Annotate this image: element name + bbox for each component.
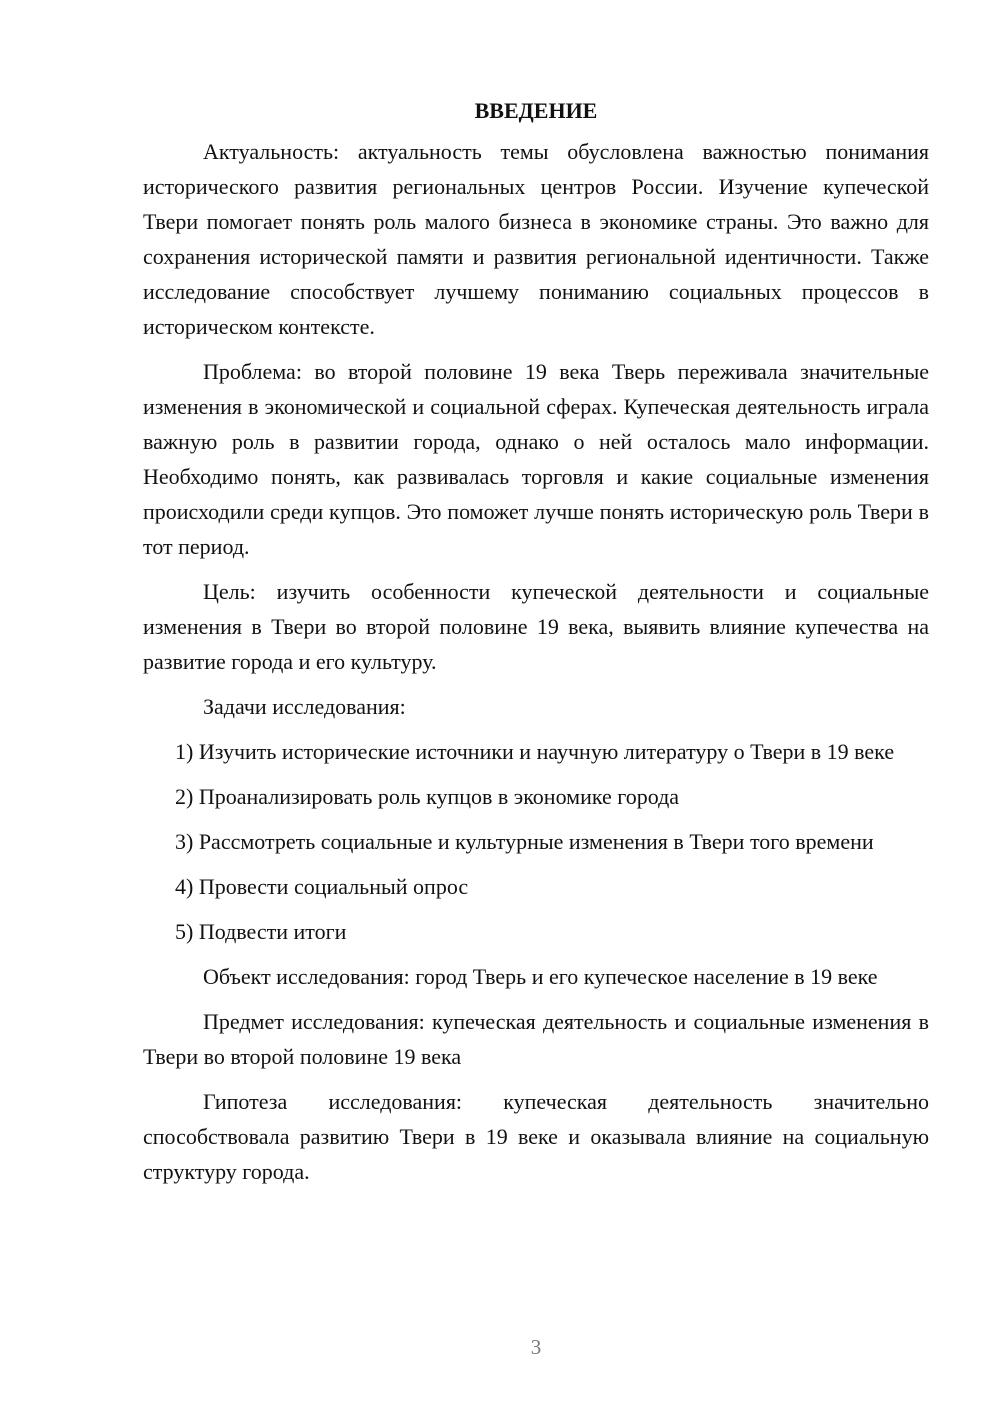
document-page (143, 96, 929, 1189)
task-item-3: 3) Рассмотреть социальные и культурные изменения в Твери того времени (175, 829, 874, 854)
page-number: 3 (530, 1335, 542, 1359)
document-title: ВВЕДЕНИЕ (474, 98, 598, 123)
task-item-5: 5) Подвести итоги (175, 919, 347, 944)
tasks-heading: Задачи исследования: (203, 694, 406, 719)
relevance-paragraph: Актуальность: актуальность темы обусловлена важностью понимания исторического развития региональных центров России. Изучение купеческой Твери помогает понять роль малого бизнеса в экономике страны. Это важно для сохранения исторической памяти и развития региональной идентичности. Также исследование способствует лучшему пониманию социальных процессов в историческом контексте. (143, 139, 929, 339)
subject-paragraph: Предмет исследования: купеческая деятельность и социальные изменения в Твери во второй половине 19 века (143, 1009, 929, 1069)
task-item-4: 4) Провести социальный опрос (175, 874, 469, 899)
goal-paragraph: Цель: изучить особенности купеческой деятельности и социальные изменения в Твери во второй половине 19 века, выявить влияние купечества на развитие города и его культуру. (143, 579, 929, 674)
problem-paragraph: Проблема: во второй половине 19 века Тверь переживала значительные изменения в экономической и социальной сферах. Купеческая деятельность играла важную роль в развитии города, однако о ней осталось мало информации. Необходимо понять, как развивалась торговля и какие социальные изменения происходили среди купцов. Это поможет лучше понять историческую роль Твери в тот период. (143, 359, 929, 559)
task-item-2: 2) Проанализировать роль купцов в экономике города (175, 784, 680, 809)
task-item-1: 1) Изучить исторические источники и научную литературу о Твери в 19 веке (175, 739, 895, 764)
hypothesis-paragraph: Гипотеза исследования: купеческая деятельность значительно способствовала развитию Твери в 19 веке и оказывала влияние на социальную структуру города. (143, 1089, 929, 1184)
object-paragraph: Объект исследования: город Тверь и его купеческое население в 19 веке (203, 964, 878, 989)
